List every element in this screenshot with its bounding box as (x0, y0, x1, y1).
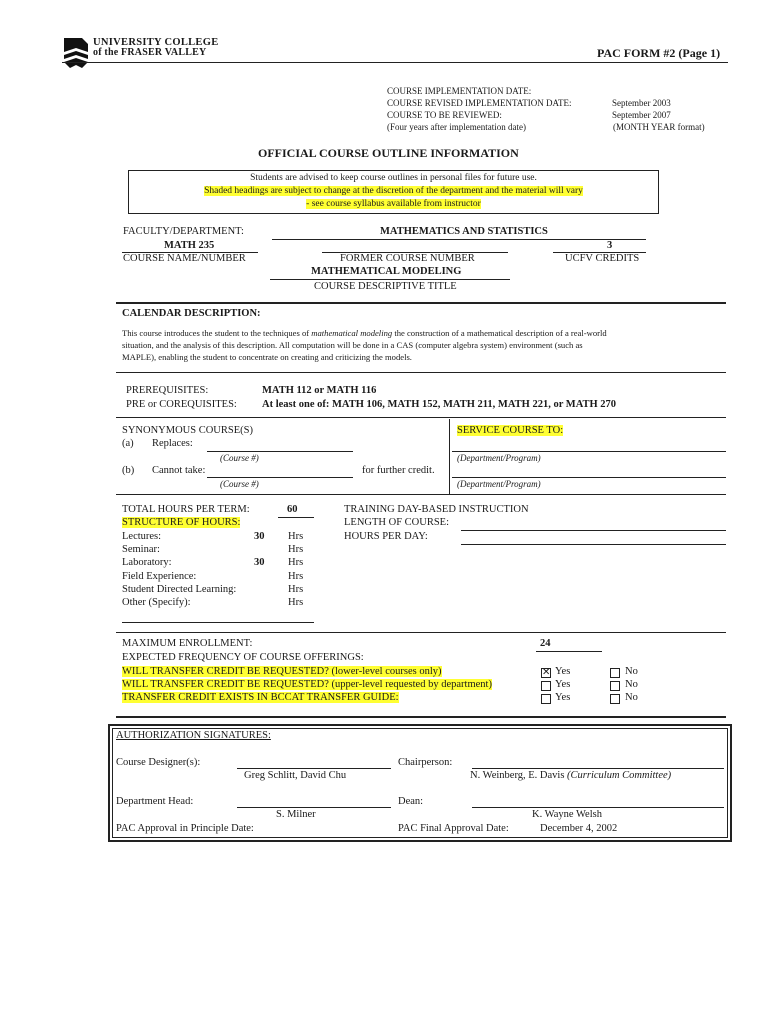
designer-label: Course Designer(s): (116, 757, 201, 768)
bccat-yes-checkbox[interactable] (541, 694, 551, 704)
transfer-lower-yes-checkbox[interactable]: ✕ (542, 667, 551, 678)
notice-box (128, 170, 659, 214)
calendar-label: CALENDAR DESCRIPTION: (122, 308, 261, 319)
review-note: (Four years after implementation date) (387, 122, 526, 132)
auth-label: AUTHORIZATION SIGNATURES: (116, 730, 271, 741)
review-date-label: COURSE TO BE REVIEWED: (387, 110, 502, 120)
course-title-label: COURSE DESCRIPTIVE TITLE (314, 281, 457, 292)
syn-course1: (Course #) (220, 453, 259, 463)
frequency-label: EXPECTED FREQUENCY OF COURSE OFFERINGS: (122, 652, 364, 663)
review-format: (MONTH YEAR format) (613, 122, 705, 132)
course-title: MATHEMATICAL MODELING (311, 266, 462, 277)
prereq-label: PREREQUISITES: (126, 385, 209, 396)
logo-line1: UNIVERSITY COLLEGE (93, 37, 219, 48)
length-label: LENGTH OF COURSE: (344, 517, 450, 528)
service-dept2: (Department/Program) (457, 479, 541, 489)
pac-principle-label: PAC Approval in Principle Date: (116, 823, 254, 834)
title-rule (62, 62, 728, 63)
impl-date-label: COURSE IMPLEMENTATION DATE: (387, 86, 532, 96)
faculty-label: FACULTY/DEPARTMENT: (123, 226, 244, 237)
prereq-value: MATH 112 or MATH 116 (262, 385, 377, 396)
hours-rows (122, 531, 322, 610)
dean-label: Dean: (398, 796, 424, 807)
syn-cannot: Cannot take: (152, 465, 206, 476)
calendar-text: This course introduces the student to the techniques of mathematical modeling the construction of a mathematical description of a real-world situation, and the analysis of this description. All computation will be done in a CAS (computer algebra system) environment (such as MAPLE), enabling the student to concentrate on creating and criticizing the models. (122, 328, 607, 362)
max-enrollment-label: MAXIMUM ENROLLMENT: (122, 638, 253, 649)
hours-row: Student Directed Learning: Hrs (122, 583, 304, 595)
designer-value: Greg Schlitt, David Chu (244, 770, 347, 781)
service-dept1: (Department/Program) (457, 453, 541, 463)
service-course-label: SERVICE COURSE TO: (457, 425, 564, 436)
transfer-upper-yes-checkbox[interactable] (541, 681, 551, 691)
hours-row: Field Experience: Hrs (122, 570, 304, 582)
hours-row: Other (Specify): Hrs (122, 596, 304, 608)
ucfv-logo (62, 36, 222, 72)
notice-line2: Shaded headings are subject to change at the discretion of the department and the material will vary (204, 186, 583, 196)
credits-label: UCFV CREDITS (565, 253, 640, 264)
pac-final-value: December 4, 2002 (540, 823, 618, 834)
hours-row: Lectures: 30 Hrs (122, 531, 304, 542)
perday-label: HOURS PER DAY: (344, 531, 428, 542)
revised-date-value: September 2003 (612, 98, 671, 108)
coreq-label: PRE or COREQUISITES: (126, 399, 237, 410)
coreq-value: At least one of: MATH 106, MATH 152, MATH 211, MATH 221, or MATH 270 (262, 399, 617, 410)
course-number: MATH 235 (164, 240, 215, 251)
logo-line2: of the FRASER VALLEY (93, 47, 207, 58)
hours-row: Seminar: Hrs (122, 544, 304, 556)
syn-b: (b) (122, 465, 135, 476)
structure-label: STRUCTURE OF HOURS: (122, 517, 241, 528)
review-date-value: September 2007 (612, 110, 671, 120)
transfer-upper-no-checkbox[interactable] (610, 681, 620, 691)
dept-head-value: S. Milner (276, 809, 316, 820)
notice-line3: - see course syllabus available from instructor (306, 199, 481, 209)
chair-label: Chairperson: (398, 757, 453, 768)
pac-final-label: PAC Final Approval Date: (398, 823, 509, 834)
dean-value: K. Wayne Welsh (532, 809, 602, 820)
syn-a: (a) (122, 438, 134, 449)
training-label: TRAINING DAY-BASED INSTRUCTION (344, 504, 529, 515)
total-hours-label: TOTAL HOURS PER TERM: (122, 504, 250, 515)
transfer-lower-no-checkbox[interactable] (610, 668, 620, 678)
ucfv-logo-icon (62, 36, 90, 70)
synonymous-label: SYNONYMOUS COURSE(S) (122, 425, 253, 436)
transfer-upper-label: WILL TRANSFER CREDIT BE REQUESTED? (upper-level requested by department) (122, 679, 492, 690)
credits-value: 3 (607, 240, 613, 251)
max-enrollment-value: 24 (540, 638, 551, 649)
chair-value: N. Weinberg, E. Davis (Curriculum Committee) (470, 770, 672, 781)
syn-course2: (Course #) (220, 479, 259, 489)
syn-replaces: Replaces: (152, 438, 193, 449)
total-hours-value: 60 (287, 504, 298, 515)
faculty-value: MATHEMATICS AND STATISTICS (380, 226, 548, 237)
revised-date-label: COURSE REVISED IMPLEMENTATION DATE: (387, 98, 572, 108)
dept-head-label: Department Head: (116, 796, 194, 807)
bccat-no-checkbox[interactable] (610, 694, 620, 704)
hours-row: Laboratory: 30 Hrs (122, 557, 304, 569)
former-number-label: FORMER COURSE NUMBER (340, 253, 475, 264)
form-title: PAC FORM #2 (Page 1) (597, 46, 721, 60)
bccat-label: TRANSFER CREDIT EXISTS IN BCCAT TRANSFER GUIDE: (122, 692, 399, 703)
page-title: OFFICIAL COURSE OUTLINE INFORMATION (258, 146, 519, 160)
course-name-label: COURSE NAME/NUMBER (123, 253, 246, 264)
transfer-lower-label: WILL TRANSFER CREDIT BE REQUESTED? (lower-level courses only) (122, 666, 442, 677)
notice-line1: Students are advised to keep course outlines in personal files for future use. (250, 173, 537, 183)
syn-further: for further credit. (362, 465, 435, 476)
